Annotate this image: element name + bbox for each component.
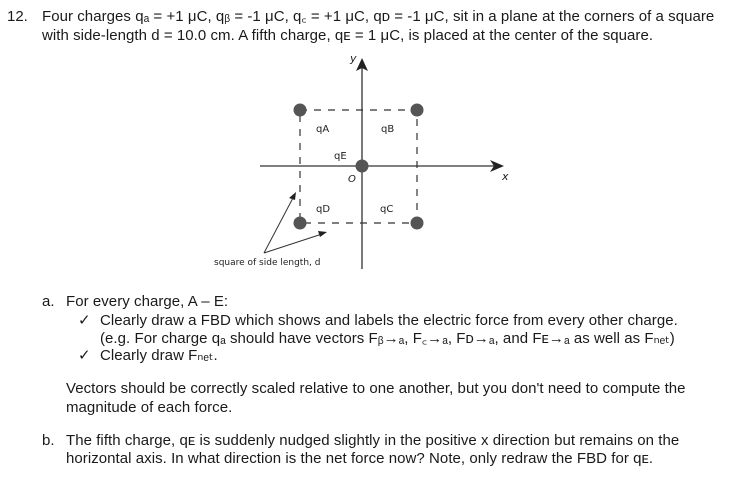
- question-intro-line1: Four charges qₐ = +1 μC, qᵦ = -1 μC, q꜀ = +1 μC, qᴅ = -1 μC, sit in a plane at the corners of a square: [42, 8, 715, 25]
- charge-c: [411, 217, 424, 230]
- y-axis-label: y: [350, 52, 357, 65]
- part-a-bullet2: Clearly draw Fₙₑₜ.: [100, 347, 218, 364]
- part-a-note-line1: Vectors should be correctly scaled relative to one another, but you don't need to compute the: [66, 380, 686, 397]
- label-qd: qD: [316, 204, 331, 215]
- x-axis-label: x: [502, 170, 509, 183]
- side-length-arrow-up-icon: [289, 192, 296, 200]
- part-a-bullet1-line1: Clearly draw a FBD which shows and labels the electric force from every other charge.: [100, 312, 678, 329]
- part-b-line1: The fifth charge, qᴇ is suddenly nudged slightly in the positive x direction but remains on the: [66, 432, 680, 449]
- part-a-heading: For every charge, A – E:: [66, 293, 229, 310]
- charge-a: [294, 104, 307, 117]
- charge-d: [294, 217, 307, 230]
- part-b-label: b.: [42, 432, 55, 449]
- question-intro-line2: with side-length d = 10.0 cm. A fifth charge, qᴇ = 1 μC, is placed at the center of the square.: [42, 27, 654, 44]
- charge-b: [411, 104, 424, 117]
- part-a-label: a.: [42, 293, 55, 310]
- origin-label: O: [348, 174, 356, 185]
- charge-square-diagram: [200, 46, 530, 276]
- check-icon: ✓: [78, 347, 91, 364]
- label-qe: qE: [334, 151, 347, 162]
- charge-e: [356, 160, 369, 173]
- part-b-line2: horizontal axis. In what direction is the net force now? Note, only redraw the FBD for qᴇ.: [66, 450, 654, 467]
- label-qb: qB: [381, 124, 395, 135]
- question-number: 12.: [7, 8, 28, 25]
- side-length-caption: square of side length, d: [214, 258, 321, 268]
- part-a-bullet1-line2: (e.g. For charge qₐ should have vectors Fᵦ→ₐ, F꜀→ₐ, Fᴅ→ₐ, and Fᴇ→ₐ as well as Fₙₑₜ): [100, 330, 675, 347]
- side-length-arrow-right-icon: [318, 231, 327, 237]
- label-qa: qA: [316, 124, 330, 135]
- check-icon: ✓: [78, 312, 91, 329]
- part-a-note-line2: magnitude of each force.: [66, 399, 233, 416]
- label-qc: qC: [380, 204, 394, 215]
